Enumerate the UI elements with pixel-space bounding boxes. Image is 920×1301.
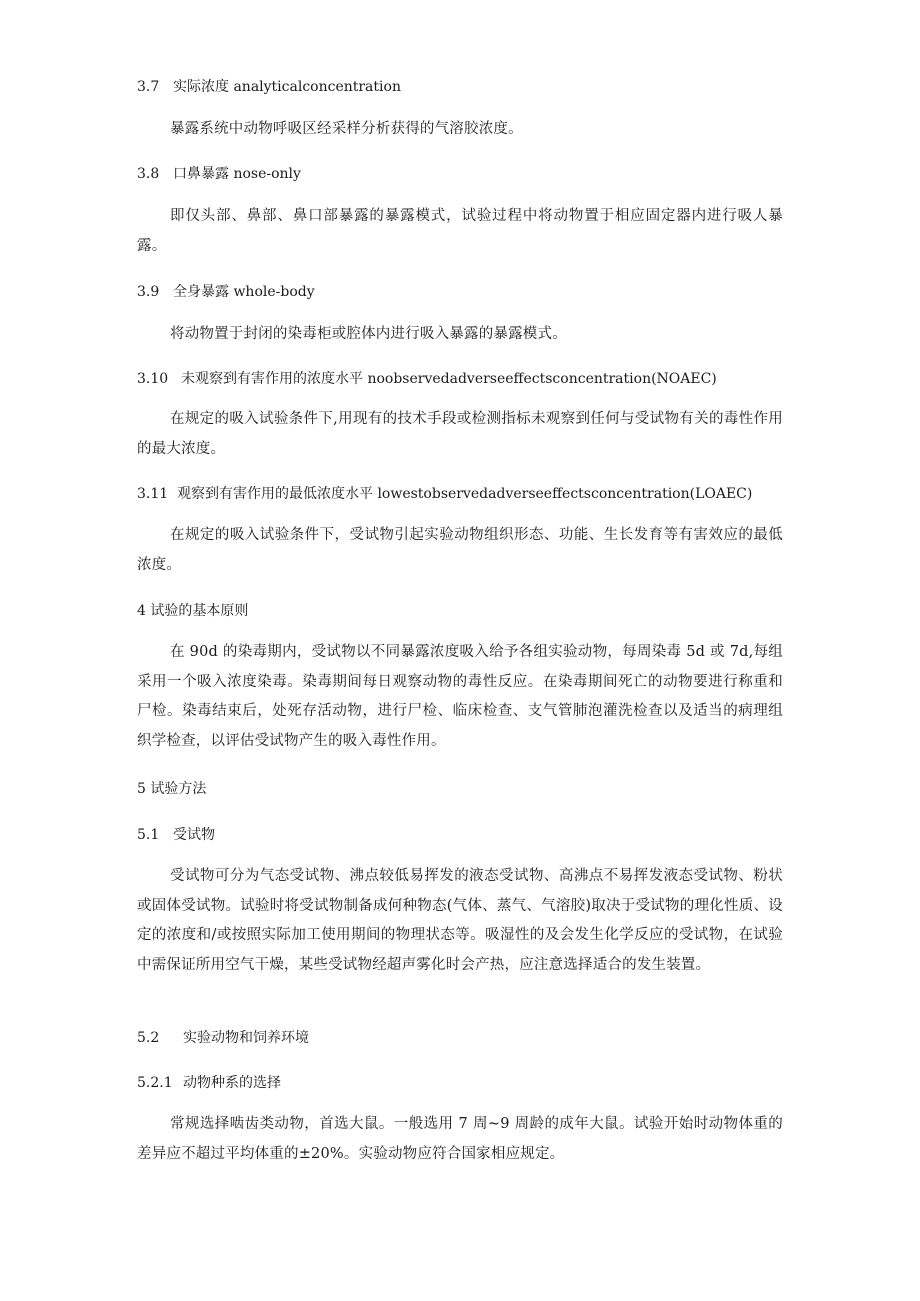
section-3-10-body: 在规定的吸入试验条件下,用现有的技术手段或检测指标未观察到任何与受试物有关的毒性作用的最大浓度。 <box>137 411 783 457</box>
section-3-9-heading <box>137 282 315 302</box>
section-title: 口鼻暴露 nose-only <box>173 166 301 182</box>
section-3-7-body: 暴露系统中动物呼吸区经采样分析获得的气溶胶浓度。 <box>170 121 523 137</box>
section-4-body: 在 90d 的染毒期内，受试物以不同暴露浓度吸入给予各组实验动物，每周染毒 5d 或 7d,每组采用一个吸入浓度染毒。染毒期间每日观察动物的毒性反应。在染毒期间死亡的动物要进行称重和尸检。染毒结束后，处死存活动物，进行尸检、临床检查、支气管肺泡灌洗检查以及适当的病理组织学检查，以评估受试物产生的吸入毒性作用。 <box>137 644 783 749</box>
section-title: 未观察到有害作用的浓度水平 noobservedadverseeffectsconcentration(NOAEC) <box>181 371 717 387</box>
section-number: 3.11 <box>137 486 169 502</box>
section-number: 3.10 <box>137 371 169 387</box>
section-3-7-heading <box>137 77 401 97</box>
section-title: 全身暴露 whole-body <box>173 284 315 300</box>
section-3-8-heading <box>137 164 301 184</box>
section-number: 3.7 <box>137 79 160 95</box>
section-title: 实验动物和饲养环境 <box>183 1030 309 1046</box>
section-5-2-1-body: 常规选择啮齿类动物，首选大鼠。一般选用 7 周~9 周龄的成年大鼠。试验开始时动物体重的差异应不超过平均体重的±20%。实验动物应符合国家相应规定。 <box>137 1116 783 1162</box>
section-5-heading: 5 试验方法 <box>137 781 207 797</box>
section-title: 动物种系的选择 <box>183 1075 281 1091</box>
section-number: 3.8 <box>137 166 160 182</box>
section-5-2-heading <box>137 1028 309 1048</box>
section-3-8-body: 即仅头部、鼻部、鼻口部暴露的暴露模式，试验过程中将动物置于相应固定器内进行吸人暴露。 <box>137 208 783 254</box>
section-title: 观察到有害作用的最低浓度水平 lowestobservedadverseeffectsconcentration(LOAEC) <box>177 486 753 502</box>
section-5-1-heading <box>137 825 215 845</box>
section-number: 3.9 <box>137 284 160 300</box>
section-number: 5.1 <box>137 827 160 843</box>
section-4-heading: 4 试验的基本原则 <box>137 603 249 619</box>
section-3-9-body: 将动物置于封闭的染毒柜或腔体内进行吸入暴露的暴露模式。 <box>170 326 567 342</box>
section-number: 5.2 <box>137 1030 160 1046</box>
section-5-1-body: 受试物可分为气态受试物、沸点较低易挥发的液态受试物、高沸点不易挥发液态受试物、粉状或固体受试物。试验时将受试物制备成何种物态(气体、蒸气、气溶胶)取决于受试物的理化性质、设定的浓度和/或按照实际加工使用期间的物理状态等。吸湿性的及会发生化学反应的受试物，在试验中需保证所用空气干燥，某些受试物经超声雾化时会产热，应注意选择适合的发生装置。 <box>137 868 783 973</box>
section-3-11-heading <box>137 484 752 504</box>
section-title: 实际浓度 analyticalconcentration <box>173 79 401 95</box>
section-title: 受试物 <box>173 827 215 843</box>
section-5-2-1-heading <box>137 1073 281 1093</box>
section-3-11-body: 在规定的吸入试验条件下，受试物引起实验动物组织形态、功能、生长发育等有害效应的最低浓度。 <box>137 527 783 573</box>
section-number: 5.2.1 <box>137 1075 173 1091</box>
section-3-10-heading <box>137 369 717 389</box>
